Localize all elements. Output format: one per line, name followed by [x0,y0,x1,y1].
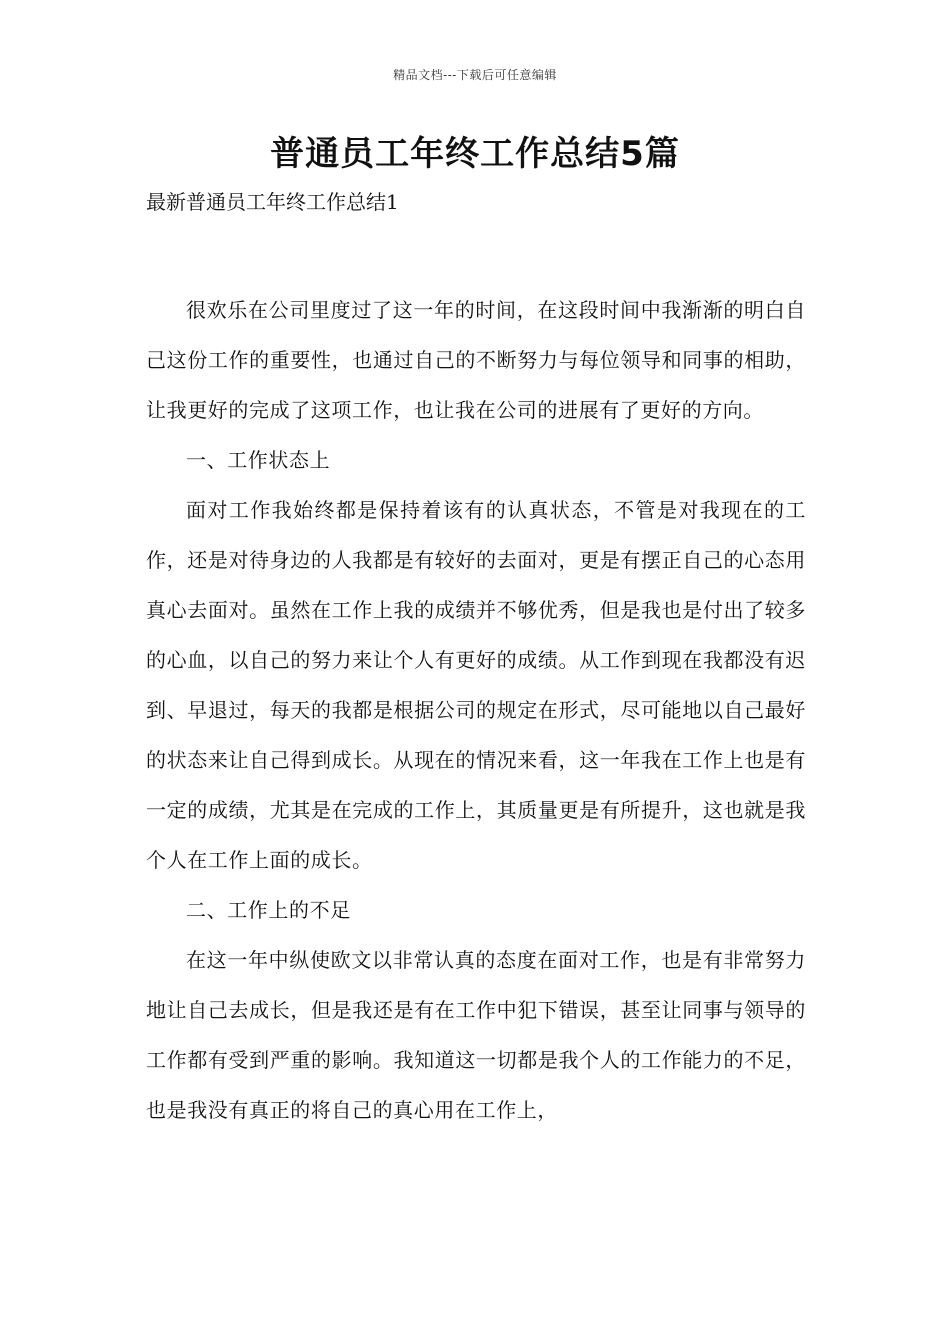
paragraph-shortcomings: 在这一年中纵使欧文以非常认真的态度在面对工作，也是有非常努力地让自己去成长，但是我还是有在工作中犯下错误，甚至让同事与领导的工作都有受到严重的影响。我知道这一切都是我个人的工作能力的不足，也是我没有真正的将自己的真心用在工作上， [146,948,806,1122]
document-title: 普通员工年终工作总结5篇 [270,134,680,174]
paragraph-intro: 很欢乐在公司里度过了这一年的时间，在这段时间中我渐渐的明白自己这份工作的重要性，也通过自己的不断努力与每位领导和同事的相助，让我更好的完成了这项工作，也让我在公司的进展有了更好的方向。 [146,298,806,422]
document-subtitle: 最新普通员工年终工作总结1 [146,190,399,214]
section-heading-shortcomings: 二、工作上的不足 [186,898,351,922]
header-note: 精品文档---下载后可任意编辑 [393,68,557,82]
section-heading-work-state: 一、工作状态上 [186,448,331,472]
paragraph-work-state: 面对工作我始终都是保持着该有的认真状态，不管是对我现在的工作，还是对待身边的人我都是有较好的去面对，更是有摆正自己的心态用真心去面对。虽然在工作上我的成绩并不够优秀，但是我也是付出了较多的心血，以自己的努力来让个人有更好的成绩。从工作到现在我都没有迟到、早退过，每天的我都是根据公司的规定在形式，尽可能地以自己最好的状态来让自己得到成长。从现在的情况来看，这一年我在工作上也是有一定的成绩，尤其是在完成的工作上，其质量更是有所提升，这也就是我个人在工作上面的成长。 [146,498,806,872]
document-body [146,285,806,1135]
